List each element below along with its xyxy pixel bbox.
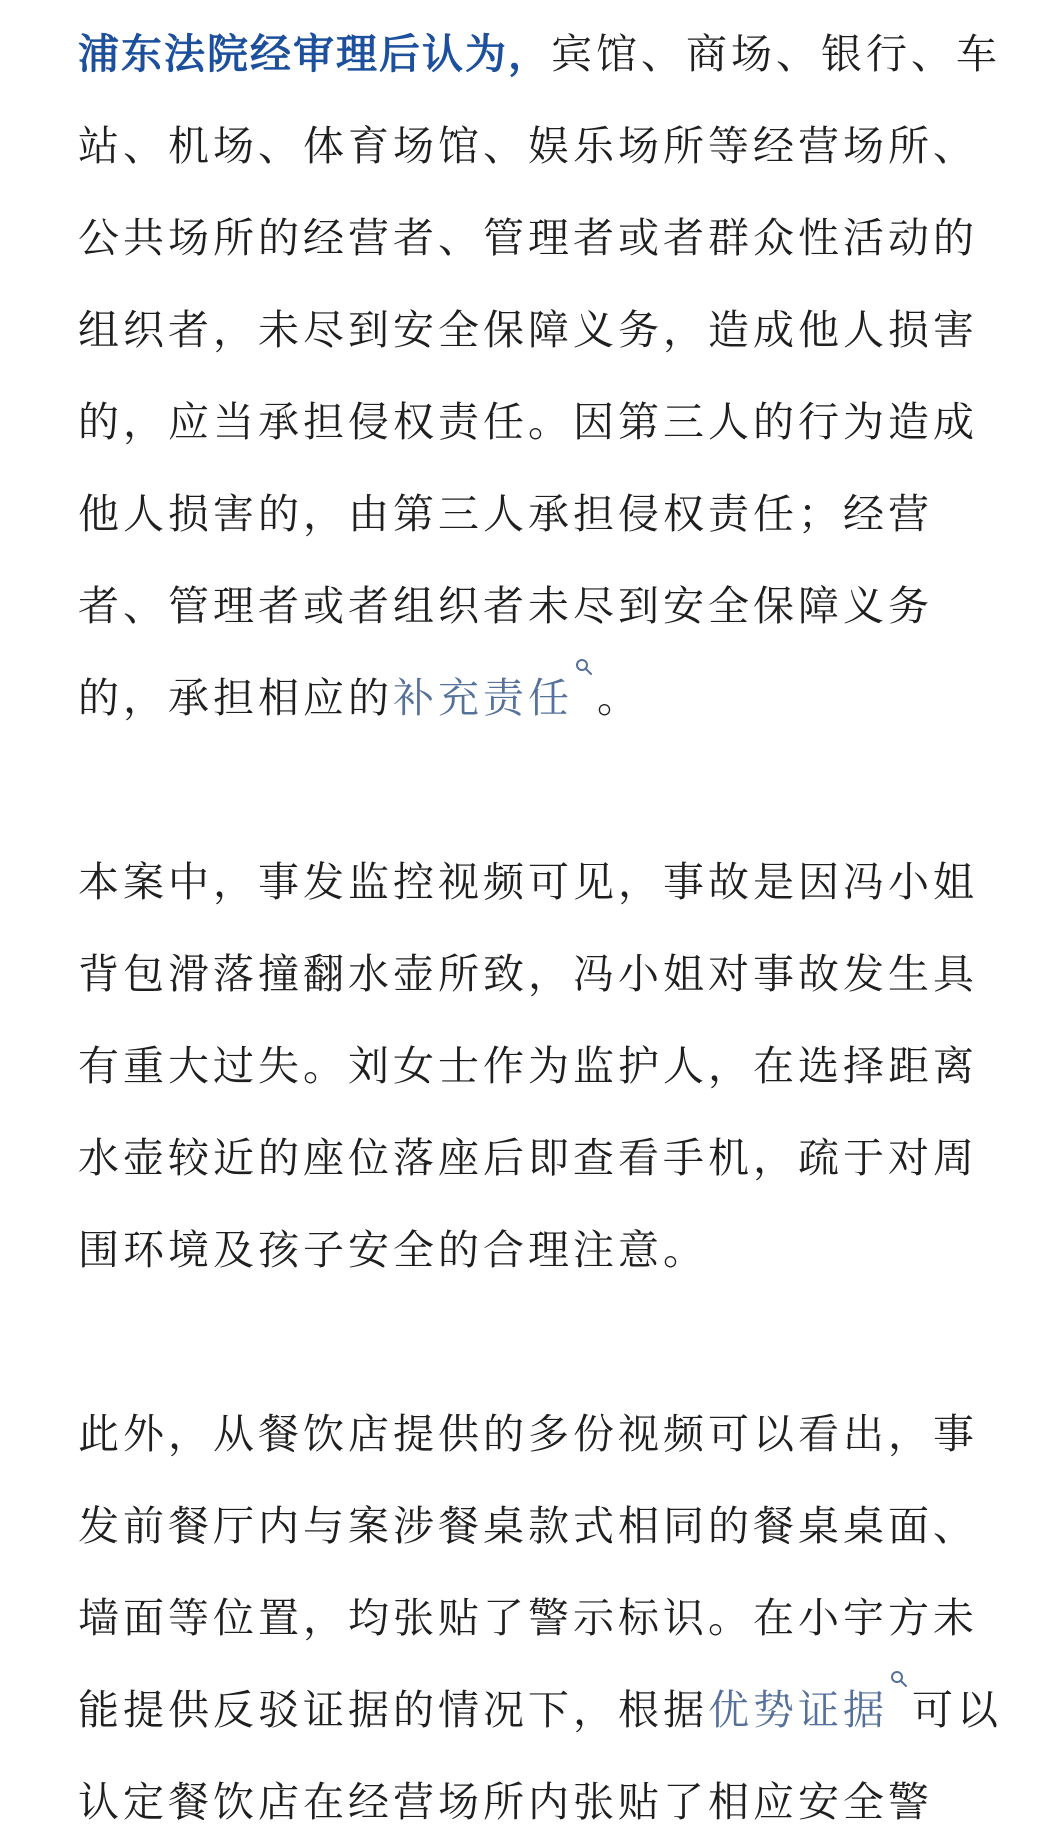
article-body	[78, 8, 1008, 1848]
paragraph-text-end: 。	[597, 674, 642, 722]
link-label[interactable]: 优势证据	[708, 1686, 888, 1734]
lead-phrase: 浦东法院经审理后认为，	[78, 30, 551, 78]
paragraph-case-facts	[78, 836, 1008, 1296]
paragraph-text: 宾馆、商场、银行、车站、机场、体育场馆、娱乐场所等经营场所、公共场所的经营者、管理者或者群众性活动的组织者，未尽到安全保障义务，造成他人损害的，应当承担侵权责任。因第三人的行为造成他人损害的，由第三人承担侵权责任；经营者、管理者或者组织者未尽到安全保障义务的，承担相应的	[78, 30, 1001, 722]
paragraph-text: 本案中，事发监控视频可见，事故是因冯小姐背包滑落撞翻水壶所致，冯小姐对事故发生具有重大过失。刘女士作为监护人，在选择距离水壶较近的座位落座后即查看手机，疏于对周围环境及孩子安全的合理注意。	[78, 858, 978, 1274]
search-icon[interactable]	[890, 1664, 912, 1694]
paragraph-evidence	[78, 1388, 1008, 1848]
preponderance-evidence-link[interactable]	[708, 1686, 912, 1734]
supplementary-liability-link[interactable]	[393, 674, 597, 722]
paragraph-text: 此外，从餐饮店提供的多份视频可以看出，事发前餐厅内与案涉餐桌款式相同的餐桌桌面、墙面等位置，均张贴了警示标识。在小宇方未能提供反驳证据的情况下，根据	[78, 1410, 978, 1734]
link-label[interactable]: 补充责任	[393, 674, 573, 722]
paragraph-text-end: 可以认定餐饮店在经营场所内张贴了相应安全警	[78, 1686, 1002, 1826]
paragraph-court-opinion	[78, 8, 1008, 744]
search-icon[interactable]	[575, 652, 597, 682]
